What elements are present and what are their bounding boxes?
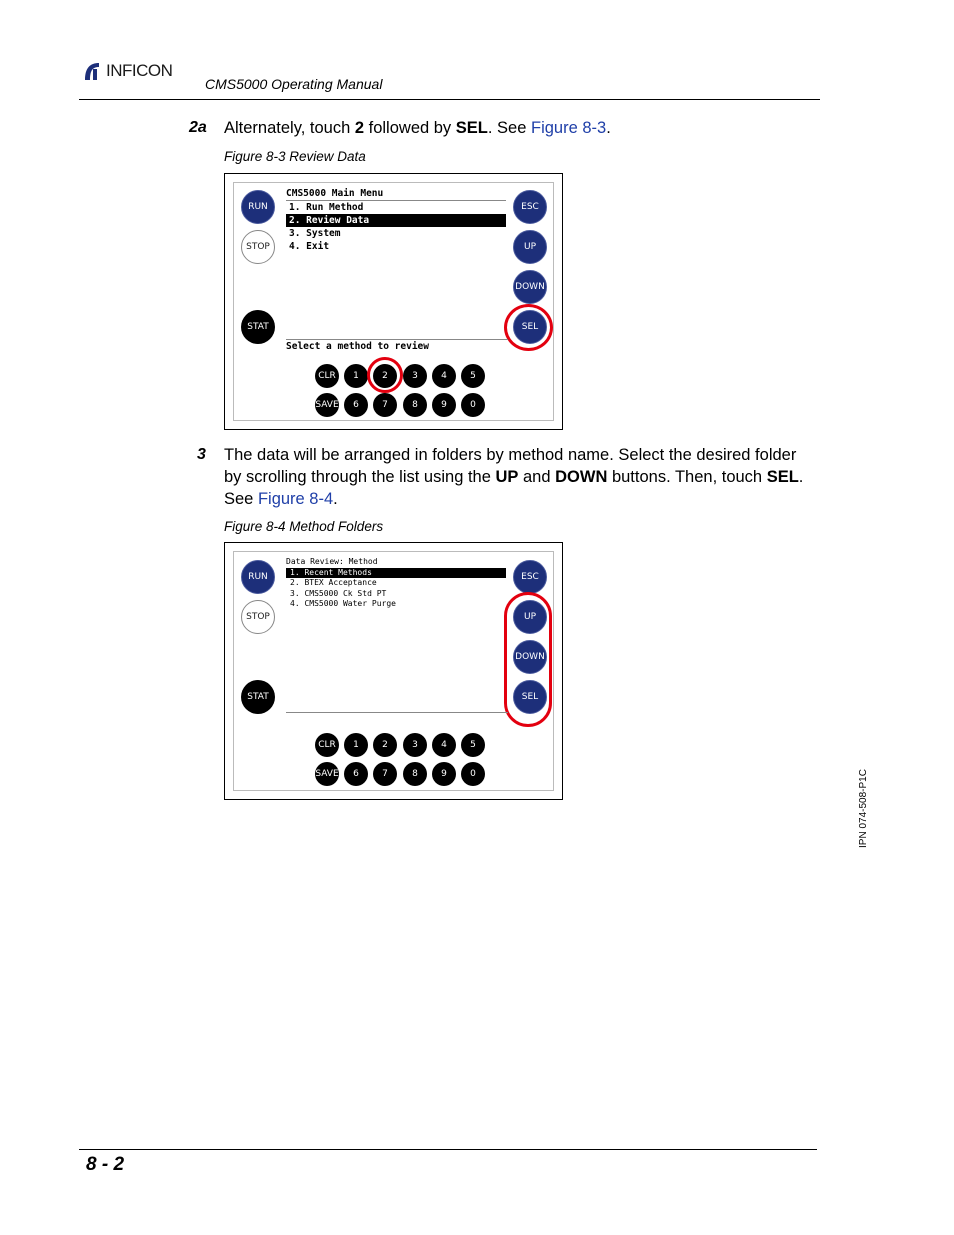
step-number-3: 3: [197, 446, 206, 463]
key-clr[interactable]: CLR: [315, 733, 339, 757]
figure-8-3-link[interactable]: Figure 8-3: [530, 119, 607, 137]
figure-8-4: [224, 542, 563, 800]
key-8[interactable]: 8: [403, 393, 427, 417]
menu-item-water-purge[interactable]: 4. CMS5000 Water Purge: [290, 599, 396, 608]
run-button[interactable]: RUN: [241, 190, 275, 224]
sel-button[interactable]: SEL: [513, 680, 547, 714]
key-8[interactable]: 8: [403, 762, 427, 786]
stop-button[interactable]: STOP: [241, 230, 275, 264]
down-button[interactable]: DOWN: [513, 640, 547, 674]
menu-title: Data Review: Method: [286, 557, 378, 566]
menu-item-review-data[interactable]: 2. Review Data: [286, 214, 506, 227]
ipn-label: IPN 074-508-P1C: [858, 769, 869, 848]
device-screen: [233, 551, 554, 791]
key-9[interactable]: 9: [432, 393, 456, 417]
key-1[interactable]: 1: [344, 733, 368, 757]
key-save[interactable]: SAVE: [315, 762, 339, 786]
up-button[interactable]: UP: [513, 600, 547, 634]
key-1[interactable]: 1: [344, 364, 368, 388]
key-3[interactable]: 3: [403, 364, 427, 388]
figure-8-3-caption: Figure 8-3 Review Data: [224, 149, 366, 164]
key-7[interactable]: 7: [373, 762, 397, 786]
key-5[interactable]: 5: [461, 364, 485, 388]
status-divider: [286, 712, 508, 713]
key-save[interactable]: SAVE: [315, 393, 339, 417]
menu-item-btex-acceptance[interactable]: 2. BTEX Acceptance: [290, 578, 377, 587]
key-2-highlight-circle: [367, 357, 403, 393]
step-number-2a: 2a: [189, 119, 207, 136]
down-button[interactable]: DOWN: [513, 270, 547, 304]
menu-item-recent-methods[interactable]: 1. Recent Methods: [286, 568, 506, 579]
device-screen: [233, 182, 554, 421]
run-button[interactable]: RUN: [241, 560, 275, 594]
main-menu: [286, 187, 506, 253]
esc-button[interactable]: ESC: [513, 560, 547, 594]
key-0[interactable]: 0: [461, 762, 485, 786]
key-2[interactable]: 2: [373, 364, 397, 388]
key-6[interactable]: 6: [344, 393, 368, 417]
step-3-text: The data will be arranged in folders by method name. Select the desired folder by scrolling through the list using the UP and DOWN buttons. Then, touch SEL. See Figure 8-4.: [224, 446, 804, 508]
figure-8-3: [224, 173, 563, 430]
key-0[interactable]: 0: [461, 393, 485, 417]
key-6[interactable]: 6: [344, 762, 368, 786]
figure-8-4-link[interactable]: Figure 8-4: [257, 490, 334, 508]
footer-divider: [79, 1149, 817, 1150]
stat-button[interactable]: STAT: [241, 310, 275, 344]
stat-button[interactable]: STAT: [241, 680, 275, 714]
key-2[interactable]: 2: [373, 733, 397, 757]
key-5[interactable]: 5: [461, 733, 485, 757]
key-3[interactable]: 3: [403, 733, 427, 757]
key-4[interactable]: 4: [432, 733, 456, 757]
inficon-logo: [81, 60, 172, 82]
inficon-logo-icon: [81, 60, 103, 82]
menu-item-ck-std-pt[interactable]: 3. CMS5000 Ck Std PT: [290, 588, 387, 598]
menu-item-exit[interactable]: 4. Exit: [289, 241, 330, 252]
figure-8-4-caption: Figure 8-4 Method Folders: [224, 519, 384, 534]
manual-title: CMS5000 Operating Manual: [205, 76, 383, 92]
menu-title: CMS5000 Main Menu: [286, 188, 384, 199]
stop-button[interactable]: STOP: [241, 600, 275, 634]
menu-item-run-method[interactable]: 1. Run Method: [286, 200, 506, 214]
up-button[interactable]: UP: [513, 230, 547, 264]
step-2a-text: Alternately, touch 2 followed by SEL. See Figure 8-3.: [224, 119, 611, 137]
esc-button[interactable]: ESC: [513, 190, 547, 224]
key-7[interactable]: 7: [373, 393, 397, 417]
header-divider: [79, 99, 820, 100]
menu-item-system[interactable]: 3. System: [289, 228, 341, 239]
logo-text: INFICON: [106, 61, 173, 80]
key-4[interactable]: 4: [432, 364, 456, 388]
sel-button[interactable]: SEL: [513, 310, 547, 344]
key-clr[interactable]: CLR: [315, 364, 339, 388]
up-down-sel-highlight: [504, 592, 552, 727]
status-message: Select a method to review: [286, 341, 429, 352]
page-number: 8 - 2: [86, 1154, 125, 1175]
sel-highlight-circle: [504, 304, 553, 351]
method-menu: [286, 557, 506, 610]
key-9[interactable]: 9: [432, 762, 456, 786]
